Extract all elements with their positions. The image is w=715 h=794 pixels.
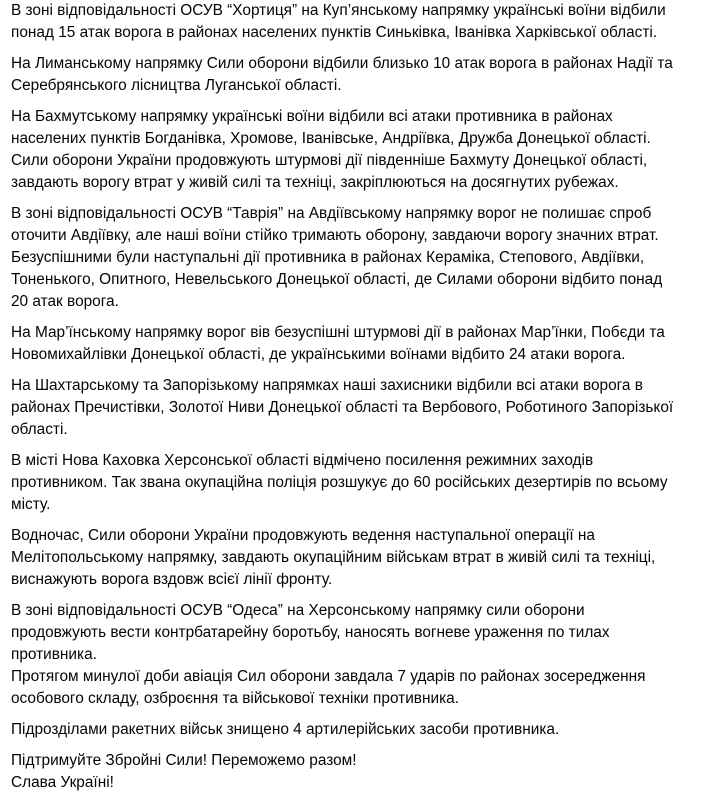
paragraph-avdiivka [11, 203, 703, 313]
text-line: Новомихайлівки Донецької області, де українськими воїнами відбито 24 атаки ворога. [11, 346, 626, 363]
paragraph-missile-troops [11, 719, 703, 741]
paragraph-odesa-kherson [11, 600, 703, 710]
text-line: На Лиманському напрямку Сили оборони відбили близько 10 атак ворога в районах Надії та [11, 55, 673, 72]
text-line: Серебрянського лісництва Луганської області. [11, 77, 342, 94]
text-line: виснажують ворога вздовж всієї лінії фронту. [11, 571, 333, 588]
text-line: Сили оборони України продовжують штурмові дії південніше Бахмуту Донецької області, [11, 152, 648, 169]
text-line: В місті Нова Каховка Херсонської області відмічено посилення режимних заходів [11, 452, 594, 469]
text-line: Мелітопольському напрямку, завдають окупаційним військам втрат в живій силі та техніці, [11, 549, 656, 566]
text-line: противника. [11, 646, 97, 663]
text-line: понад 15 атак ворога в районах населених пунктів Синьківка, Іванівка Харківської області. [11, 24, 658, 41]
text-line: Безуспішними були наступальні дії противника в районах Кераміка, Степового, Авдіївки, [11, 249, 645, 266]
text-line: Водночас, Сили оборони України продовжують ведення наступальної операції на [11, 527, 595, 544]
paragraph-marinka [11, 322, 703, 366]
text-line: особового складу, озброєння та військової техніки противника. [11, 690, 459, 707]
paragraph-lyman [11, 53, 703, 97]
text-line: В зоні відповідальності ОСУВ “Хортиця” на Куп’янському напрямку українські воїни відбили [11, 2, 666, 19]
text-line: противником. Так звана окупаційна поліція розшукує до 60 російських дезертирів по всьому [11, 474, 668, 491]
text-line: На Бахмутському напрямку українські воїни відбили всі атаки противника в районах [11, 108, 613, 125]
text-line: оточити Авдіївку, але наші воїни стійко тримають оборону, завдаючи ворогу значних втрат. [11, 227, 659, 244]
text-line: На Шахтарському та Запорізькому напрямках наші захисники відбили всі атаки ворога в [11, 377, 643, 394]
paragraph-closing [11, 750, 703, 794]
paragraph-kupiansk [11, 0, 703, 44]
text-line: місту. [11, 496, 51, 513]
text-line: продовжують вести контрбатарейну боротьбу, наносять вогневе ураження по тилах [11, 624, 610, 641]
text-line: районах Пречистівки, Золотої Ниви Донецької області та Вербового, Роботиного Запорізької [11, 399, 674, 416]
text-line: В зоні відповідальності ОСУВ “Одеса” на Херсонському напрямку сили оборони [11, 602, 585, 619]
text-line: Тоненького, Опитного, Невельського Донецької області, де Силами оборони відбито понад [11, 271, 663, 288]
text-line: На Мар’їнському напрямку ворог вів безуспішні штурмові дії в районах Мар’їнки, Побєди та [11, 324, 665, 341]
text-line: 20 атак ворога. [11, 293, 119, 310]
text-line: Підтримуйте Збройні Сили! Переможемо разом! [11, 752, 357, 769]
text-line: В зоні відповідальності ОСУВ “Таврія” на Авдіївському напрямку ворог не полишає спроб [11, 205, 652, 222]
text-line: Слава Україні! [11, 774, 114, 791]
text-line: завдають ворогу втрат у живій силі та техніці, закріплюються на досягнутих рубежах. [11, 174, 619, 191]
paragraph-melitopol [11, 525, 703, 591]
text-line: області. [11, 421, 68, 438]
paragraph-bakhmut [11, 106, 703, 194]
text-line: Підрозділами ракетних військ знищено 4 артилерійських засоби противника. [11, 721, 560, 738]
text-line: Протягом минулої доби авіація Сил оборони завдала 7 ударів по районах зосередження [11, 668, 646, 685]
text-line: населених пунктів Богданівка, Хромове, Іванівське, Андріївка, Дружба Донецької області. [11, 130, 651, 147]
paragraph-shakhtarske-zaporizhzhia [11, 375, 703, 441]
paragraph-nova-kakhovka [11, 450, 703, 516]
